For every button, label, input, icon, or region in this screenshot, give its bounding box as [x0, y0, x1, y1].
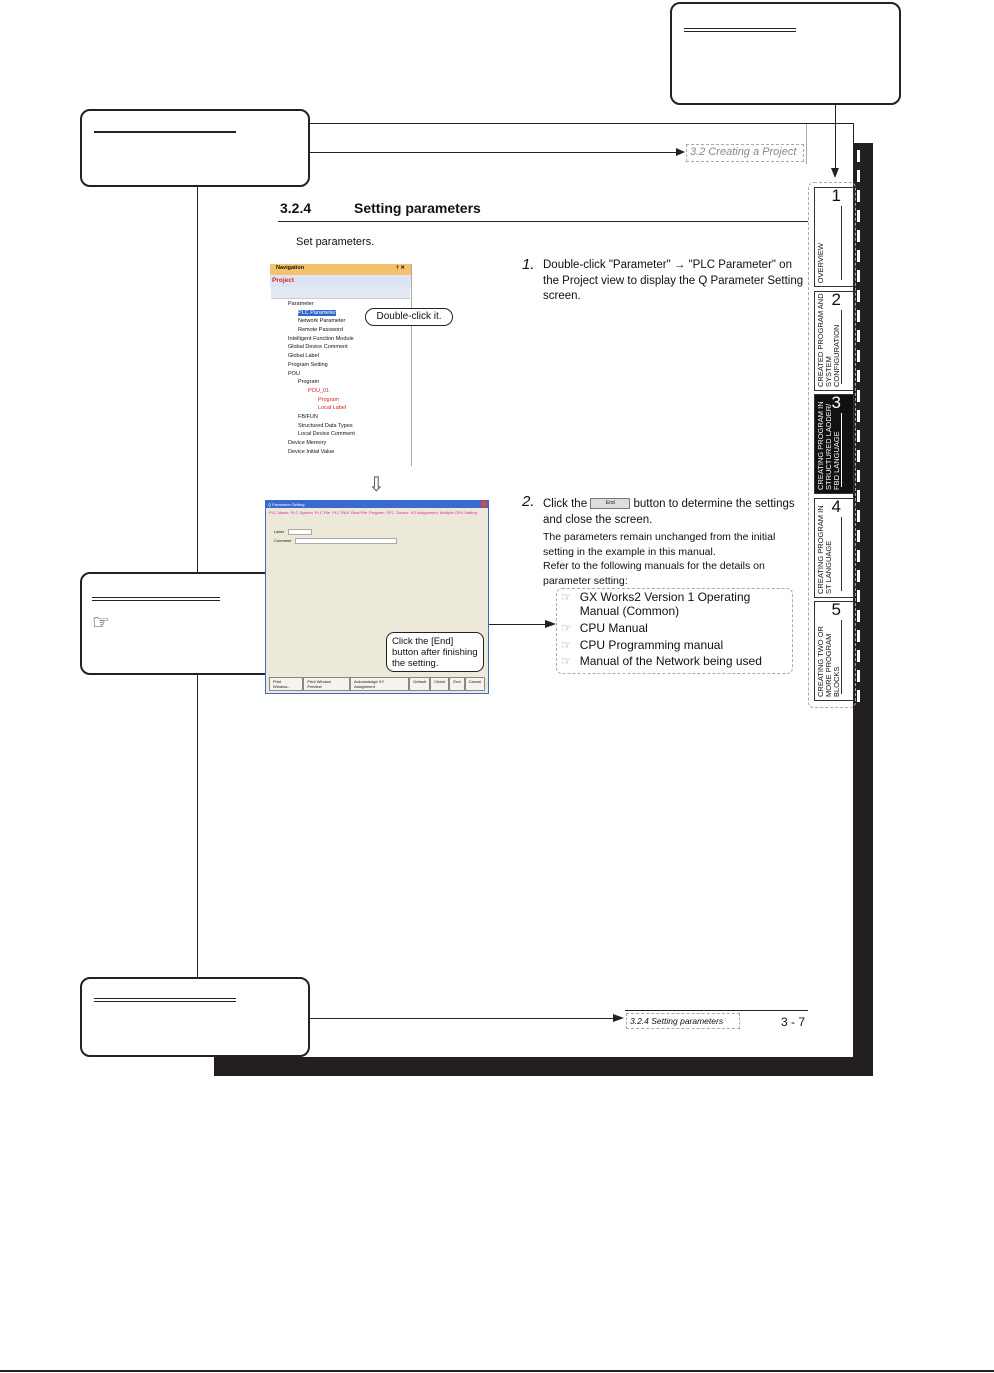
close-icon[interactable]: [481, 501, 487, 507]
dialog-title-text: Q Parameter Setting: [268, 502, 305, 507]
tree-item[interactable]: [278, 423, 411, 432]
step-2-number: 2.: [522, 493, 535, 510]
nav-title: Navigation: [276, 265, 305, 271]
nav-tab-project[interactable]: Project: [270, 275, 411, 287]
nav-pin-close[interactable]: † ✕: [395, 265, 405, 271]
reference-item: [561, 590, 792, 620]
dialog-tab[interactable]: I/O Assignment: [410, 510, 438, 515]
reference-item: [561, 620, 792, 637]
bottom-rule: [0, 1370, 994, 1372]
dialog-tab[interactable]: PLC File: [314, 510, 331, 515]
tree-item-label: Parameter: [288, 301, 314, 307]
dialog-tab[interactable]: Boot File: [351, 510, 368, 515]
label-input[interactable]: [288, 529, 312, 535]
tree-item-label: Local Device Comment: [298, 431, 355, 438]
reference-text: GX Works2 Version 1 Operating Manual (Common): [579, 590, 751, 618]
down-arrow-icon: ⇩: [368, 474, 385, 496]
chapter-number: 1: [831, 186, 841, 205]
dialog-tab[interactable]: PLC System: [290, 510, 313, 515]
reference-hand-icon: ☞: [561, 654, 572, 669]
section-number: 3.2.4: [280, 200, 312, 216]
chapter-tab-5[interactable]: [814, 601, 854, 701]
tree-item[interactable]: [278, 440, 411, 449]
callout-chapter-index: [670, 2, 901, 105]
section-intro: Set parameters.: [296, 236, 375, 248]
tree-item[interactable]: [278, 405, 411, 414]
tree-item[interactable]: [278, 379, 411, 388]
page-number: 3 - 7: [781, 1015, 806, 1029]
tree-item-label: Global Label: [288, 353, 319, 360]
chapter-tab-2[interactable]: [814, 291, 854, 391]
dialog-tab[interactable]: Multiple CPU Setting: [439, 510, 477, 515]
tree-item-label: Intelligent Function Module: [288, 335, 354, 342]
dialog-button[interactable]: Print Window...: [269, 677, 303, 691]
dialog-button[interactable]: End: [449, 677, 464, 691]
chapter-number: 3: [831, 393, 841, 412]
reference-text: Manual of the Network being used: [579, 654, 762, 669]
callout-section-header: [80, 109, 310, 187]
reference-hand-icon: ☞: [561, 590, 572, 604]
tree-item-label: POU: [288, 370, 300, 377]
step-2-note: The parameters remain unchanged from the initial setting in the example in this manual. Refer to the following manuals for the details on parameter setting:: [543, 531, 776, 587]
arrow-icon: [613, 1014, 624, 1022]
callout-footer: [80, 977, 310, 1057]
dialog-tab[interactable]: Program: [369, 510, 385, 515]
tree-item[interactable]: [278, 431, 411, 440]
tree-item-label: Structured Data Types: [298, 422, 353, 429]
arrow-icon: [831, 168, 839, 178]
connector-line: [835, 104, 836, 168]
dialog-tab[interactable]: PLC RAS: [332, 510, 350, 515]
arrow-icon: [676, 148, 685, 156]
tree-item[interactable]: [278, 449, 411, 458]
tab-strip-marks: [857, 150, 860, 710]
nav-header: [270, 264, 411, 275]
dialog-buttons: [269, 677, 485, 691]
connector-line: [310, 1018, 615, 1019]
tree-item-label: Device Initial Value: [288, 448, 335, 455]
tree-item-label: Program Setting: [288, 361, 328, 368]
tree-item-label: Global Device Comment: [288, 344, 348, 351]
header-section-ref: 3.2 Creating a Project: [686, 144, 804, 162]
nav-toolbar[interactable]: [271, 287, 410, 299]
chapter-number: 4: [831, 496, 841, 516]
dialog-title: [266, 501, 488, 508]
tree-item[interactable]: [278, 344, 411, 353]
tree-item[interactable]: [278, 371, 411, 380]
reference-hand-icon: ☞: [561, 621, 572, 636]
tree-item-label: Local Label: [318, 405, 347, 412]
tree-item-label: FB/FUN: [298, 413, 318, 420]
dialog-button[interactable]: Default: [409, 677, 430, 691]
step-2-before: Click the: [543, 498, 588, 510]
reference-text: CPU Manual: [579, 621, 648, 636]
dialog-button[interactable]: Print Window Preview: [303, 677, 350, 691]
chapter-label: CREATING TWO OR MORE PROGRAM BLOCKS: [816, 626, 841, 697]
chapter-tab-1[interactable]: [814, 187, 854, 287]
chapter-label: OVERVIEW: [816, 242, 825, 283]
chapter-tab-4[interactable]: [814, 498, 854, 598]
footer-rule: [625, 1010, 808, 1011]
tree-item-label: Program: [298, 379, 320, 386]
tree-item-label: PLC Parameter: [298, 309, 336, 316]
step-2-after: button to determine the settings and close the screen.: [543, 498, 795, 526]
chapter-label: CREATED PROGRAM AND SYSTEM CONFIGURATION: [816, 292, 841, 387]
connector-line: [310, 152, 678, 153]
pointing-hand-icon: ☞: [92, 612, 110, 634]
dialog-tab[interactable]: PLC Name: [269, 510, 289, 515]
end-button-image: End: [590, 498, 630, 509]
dialog-button[interactable]: Acknowledge XY Assignment: [350, 677, 409, 691]
chapter-number: 5: [831, 600, 841, 619]
reference-item: [561, 637, 792, 654]
tree-item[interactable]: [278, 336, 411, 345]
reference-item: [561, 653, 792, 670]
step-2-text: [543, 496, 803, 528]
chapter-number: 2: [831, 289, 841, 309]
tree-item-label: Program: [318, 396, 340, 403]
divider: [806, 124, 807, 164]
section-title: Setting parameters: [354, 200, 481, 216]
dialog-tabs: [266, 508, 488, 517]
step-1-number: 1.: [522, 256, 535, 273]
reference-list: [556, 588, 793, 674]
tree-item[interactable]: [278, 353, 411, 362]
dialog-button[interactable]: Cancel: [465, 677, 485, 691]
tree-item-label: Remote Password: [298, 327, 343, 334]
dialog-tab[interactable]: SFC: [386, 510, 395, 515]
chapter-label: CREATING PROGRAM IN STRUCTURED LADDER/ FBD LANGUAGE: [816, 401, 841, 490]
step-1-text: Double-click "Parameter" → "PLC Parameter" on the Project view to display the Q Parameter Setting screen.: [543, 259, 804, 302]
arrow-icon: [545, 620, 556, 628]
title-rule: [278, 221, 808, 222]
comment-field-label: Comment: [274, 538, 292, 543]
chapter-label: CREATING PROGRAM IN ST LANGUAGE: [816, 504, 833, 594]
label-row: [274, 529, 312, 535]
comment-input[interactable]: [295, 538, 397, 544]
reference-hand-icon: ☞: [561, 637, 572, 652]
comment-row: [274, 538, 397, 544]
reference-text: CPU Programming manual: [579, 637, 724, 652]
double-click-balloon: Double-click it.: [365, 308, 453, 326]
tree-item[interactable]: [278, 397, 411, 406]
footer-section-ref: 3.2.4 Setting parameters: [626, 1013, 740, 1029]
dialog-button[interactable]: Check: [430, 677, 449, 691]
chapter-tab-3[interactable]: [814, 394, 854, 494]
end-balloon: Click the [End] button after finishing the setting.: [386, 632, 484, 672]
tree-item[interactable]: [278, 362, 411, 371]
tree-item-label: Network Parameter: [298, 318, 346, 325]
tree-item-label: POU_01: [308, 387, 330, 394]
tree-item-label: Device Memory: [288, 440, 327, 446]
label-field-label: Label: [274, 529, 284, 534]
dialog-tab[interactable]: Device: [396, 510, 409, 515]
tree-item[interactable]: [278, 388, 411, 397]
tree-item[interactable]: [278, 327, 411, 336]
tree-item[interactable]: [278, 414, 411, 423]
navigation-panel: [270, 264, 412, 466]
